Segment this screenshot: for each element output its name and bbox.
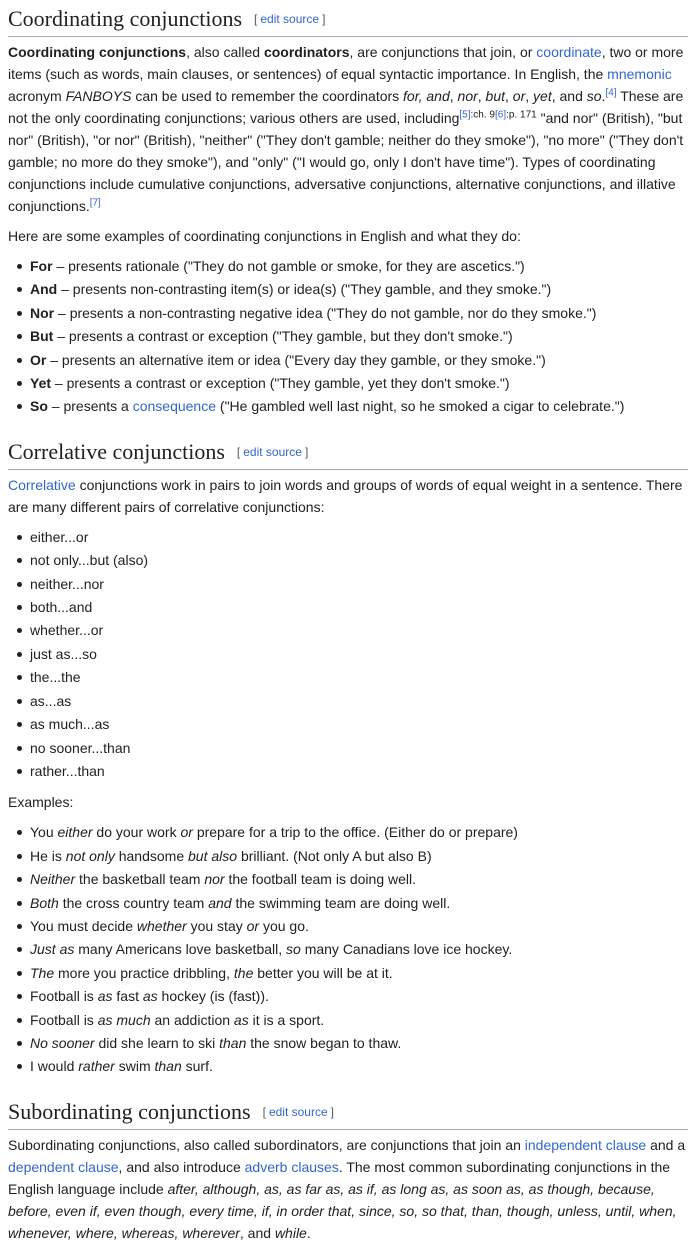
list-item: the...the (30, 666, 688, 689)
link-dependent-clause[interactable]: dependent clause (8, 1158, 119, 1175)
examples-label: Examples: (8, 794, 74, 811)
list-item: Football is as much an addiction as it is a sport. (30, 1009, 688, 1032)
list-item: The more you practice dribbling, the better you will be at it. (30, 962, 688, 985)
list-item: Football is as fast as hockey (is (fast)). (30, 985, 688, 1008)
link-mnemonic[interactable]: mnemonic (607, 66, 672, 82)
list-item: Yet – presents a contrast or exception ("They gamble, yet they don't smoke.") (30, 372, 688, 395)
list-item: You either do your work or prepare for a trip to the office. (Either do or prepare) (30, 821, 688, 844)
coordinating-examples-intro: Here are some examples of coordinating conjunctions in English and what they do: (8, 228, 521, 244)
section-heading-subordinating: Subordinating conjunctions [ edit source ] (8, 1093, 688, 1130)
list-item: as...as (30, 690, 688, 713)
coordinating-examples-list (8, 255, 688, 419)
edit-source-link[interactable]: edit source (243, 444, 302, 459)
coordinating-intro-paragraph: Coordinating conjunctions, also called coordinators, are conjunctions that join, or coordinate, two or more items (such as words, main clauses, or sentences) of equal syntactic importance. In English, the mnemonic acronym FANBOYS can be used to remember the coordinators for, and, nor, but, or, yet, and so.[4] These are not the only coordinating conjunctions; various others are used, including$^{[5]:ch. 9[6]:p. 171}$ "and nor" (British), "but nor" (British), "or nor" (British), "neither" ("They don't gamble; neither do they smoke"), "no more" ("They don't gamble; no more do they smoke"), and "only" ("I would go, only I don't have time"). Types of coordinating conjunctions include cumulative conjunctions, adversative conjunctions, alternative conjunctions, and illative conjunctions.[7] (8, 44, 684, 214)
list-item: as much...as (30, 713, 688, 736)
list-item: He is not only handsome but also brilliant. (Not only A but also B) (30, 845, 688, 868)
list-item: Both the cross country team and the swimming team are doing well. (30, 892, 688, 915)
link-correlative[interactable]: Correlative (8, 476, 76, 493)
list-item: And – presents non-contrasting item(s) or idea(s) ("They gamble, and they smoke.") (30, 278, 688, 301)
list-item: For – presents rationale ("They do not gamble or smoke, for they are ascetics.") (30, 255, 688, 278)
list-item: Nor – presents a non-contrasting negative idea ("They do not gamble, nor do they smoke.") (30, 302, 688, 325)
list-item: whether...or (30, 619, 688, 642)
list-item: Just as many Americans love basketball, so many Canadians love ice hockey. (30, 938, 688, 961)
edit-section-link-wrapper: [ edit source ] (254, 12, 326, 26)
list-item: both...and (30, 596, 688, 619)
edit-section-link-wrapper: [ edit source ] (262, 1104, 334, 1119)
edit-section-link-wrapper: [ edit source ] (236, 444, 309, 459)
list-item: just as...so (30, 643, 688, 666)
edit-source-link[interactable]: edit source (268, 1104, 328, 1119)
list-item: either...or (30, 526, 688, 549)
list-item: No sooner did she learn to ski than the snow began to thaw. (30, 1032, 688, 1055)
list-item: So – presents a consequence ("He gambled well last night, so he smoked a cigar to celebrate.") (30, 395, 688, 418)
section-heading-correlative: Correlative conjunctions [ edit source ] (8, 433, 688, 470)
citation-ref-4[interactable]: [4] (605, 87, 617, 99)
list-item: not only...but (also) (30, 549, 688, 572)
list-item: Or – presents an alternative item or idea ("Every day they gamble, or they smoke.") (30, 349, 688, 372)
subordinating-intro-paragraph: Subordinating conjunctions, also called subordinators, are conjunctions that join an independent clause and a dependent clause, and also introduce adverb clauses. The most common subordinating conjunctions in the English language include after, although, as, as far as, as if, as long as, as soon as, as though, because, before, even if, even though, every time, if, in order that, since, so, so that, than, though, unless, until, when, whenever, where, whereas, wherever, and while. (8, 1136, 686, 1241)
section-heading-coordinating: Coordinating conjunctions [ edit source ] (8, 0, 688, 37)
link-coordinate[interactable]: coordinate (536, 44, 602, 60)
citation-ref-7[interactable]: [7] (89, 197, 101, 209)
list-item: I would rather swim than surf. (30, 1055, 688, 1078)
list-item: Neither the basketball team nor the football team is doing well. (30, 868, 688, 891)
list-item: You must decide whether you stay or you go. (30, 915, 688, 938)
edit-source-link[interactable]: edit source (260, 12, 320, 26)
correlative-pairs-list (8, 526, 688, 783)
link-consequence[interactable]: consequence (132, 398, 217, 415)
correlative-intro-paragraph: Correlative conjunctions work in pairs to join words and groups of words of equal weight in a sentence. There are many different pairs of correlative conjunctions: (8, 476, 683, 515)
citation-ref-5[interactable]: [5] (459, 109, 471, 121)
list-item: rather...than (30, 760, 688, 783)
list-item: But – presents a contrast or exception ("They gamble, but they don't smoke.") (30, 325, 688, 348)
list-item: neither...nor (30, 573, 688, 596)
link-adverb-clauses[interactable]: adverb clauses (244, 1158, 339, 1175)
correlative-examples-list (8, 821, 688, 1078)
list-item: no sooner...than (30, 737, 688, 760)
citation-ref-6[interactable]: [6] (494, 109, 507, 121)
link-independent-clause[interactable]: independent clause (524, 1136, 647, 1153)
